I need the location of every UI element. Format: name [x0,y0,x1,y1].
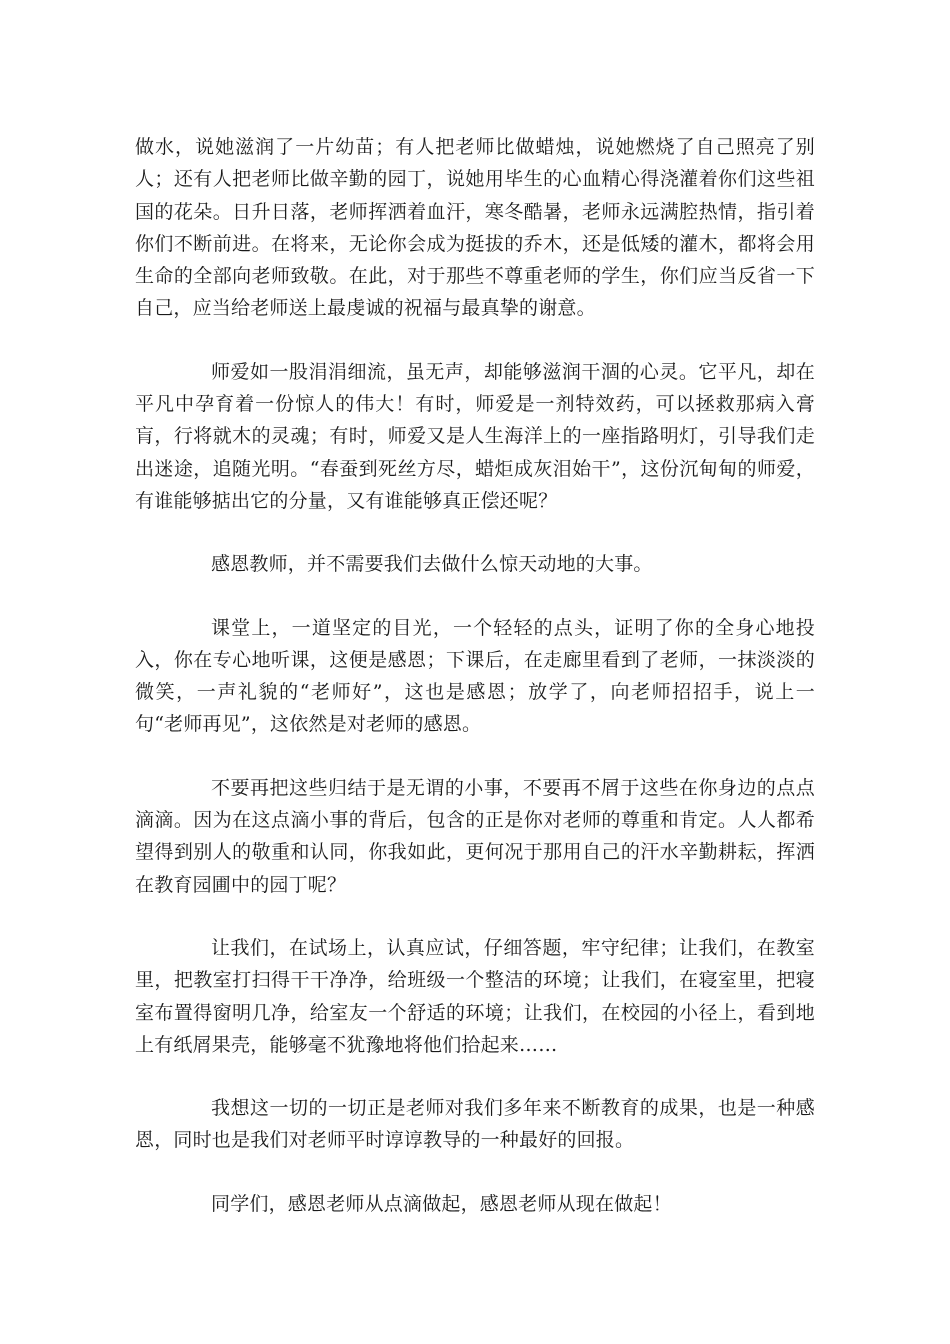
paragraph-2: 师爱如一股涓涓细流，虽无声，却能够滋润干涸的心灵。它平凡，却在平凡中孕育着一份惊人的伟大！有时，师爱是一剂特效药，可以拯救那病入膏肓，行将就木的灵魂；有时，师爱又是人生海洋上的一座指路明灯，引导我们走出迷途，追随光明。“春蚕到死丝方尽，蜡炬成灰泪始干”，这份沉甸甸的师爱，有谁能够掂出它的分量，又有谁能够真正偿还呢？ [135,360,815,512]
paragraph-4: 课堂上，一道坚定的目光，一个轻轻的点头，证明了你的全身心地投入，你在专心地听课，这便是感恩；下课后，在走廊里看到了老师，一抹淡淡的微笑，一声礼貌的“老师好”，这也是感恩；放学了，向老师招招手，说上一句“老师再见”，这依然是对老师的感恩。 [135,616,815,736]
paragraph-8: 同学们，感恩老师从点滴做起，感恩老师从现在做起！ [211,1192,672,1215]
paragraph-3: 感恩教师，并不需要我们去做什么惊天动地的大事。 [211,553,653,576]
paragraph-6: 让我们，在试场上，认真应试，仔细答题，牢守纪律；让我们，在教室里，把教室打扫得干干净净，给班级一个整洁的环境；让我们，在寝室里，把寝室布置得窗明几净，给室友一个舒适的环境；让我们，在校园的小径上，看到地上有纸屑果壳，能够毫不犹豫地将他们拾起来…… [135,936,815,1056]
paragraph-7: 我想这一切的一切正是老师对我们多年来不断教育的成果，也是一种感恩，同时也是我们对老师平时谆谆教导的一种最好的回报。 [135,1097,815,1152]
document-body [135,131,815,1251]
paragraph-5: 不要再把这些归结于是无谓的小事，不要再不屑于这些在你身边的点点滴滴。因为在这点滴小事的背后，包含的正是你对老师的尊重和肯定。人人都希望得到别人的敬重和认同，你我如此，更何况于那用自己的汗水辛勤耕耘，挥洒在教育园圃中的园丁呢？ [135,776,815,896]
paragraph-1: 做水，说她滋润了一片幼苗；有人把老师比做蜡烛，说她燃烧了自己照亮了别人；还有人把老师比做辛勤的园丁，说她用毕生的心血精心得浇灌着你们这些祖国的花朵。日升日落，老师挥洒着血汗，寒冬酷暑，老师永远满腔热情，指引着你们不断前进。在将来，无论你会成为挺拔的乔木，还是低矮的灌木，都将会用生命的全部向老师致敬。在此，对于那些不尊重老师的学生，你们应当反省一下自己，应当给老师送上最虔诚的祝福与最真挚的谢意。 [135,136,815,320]
